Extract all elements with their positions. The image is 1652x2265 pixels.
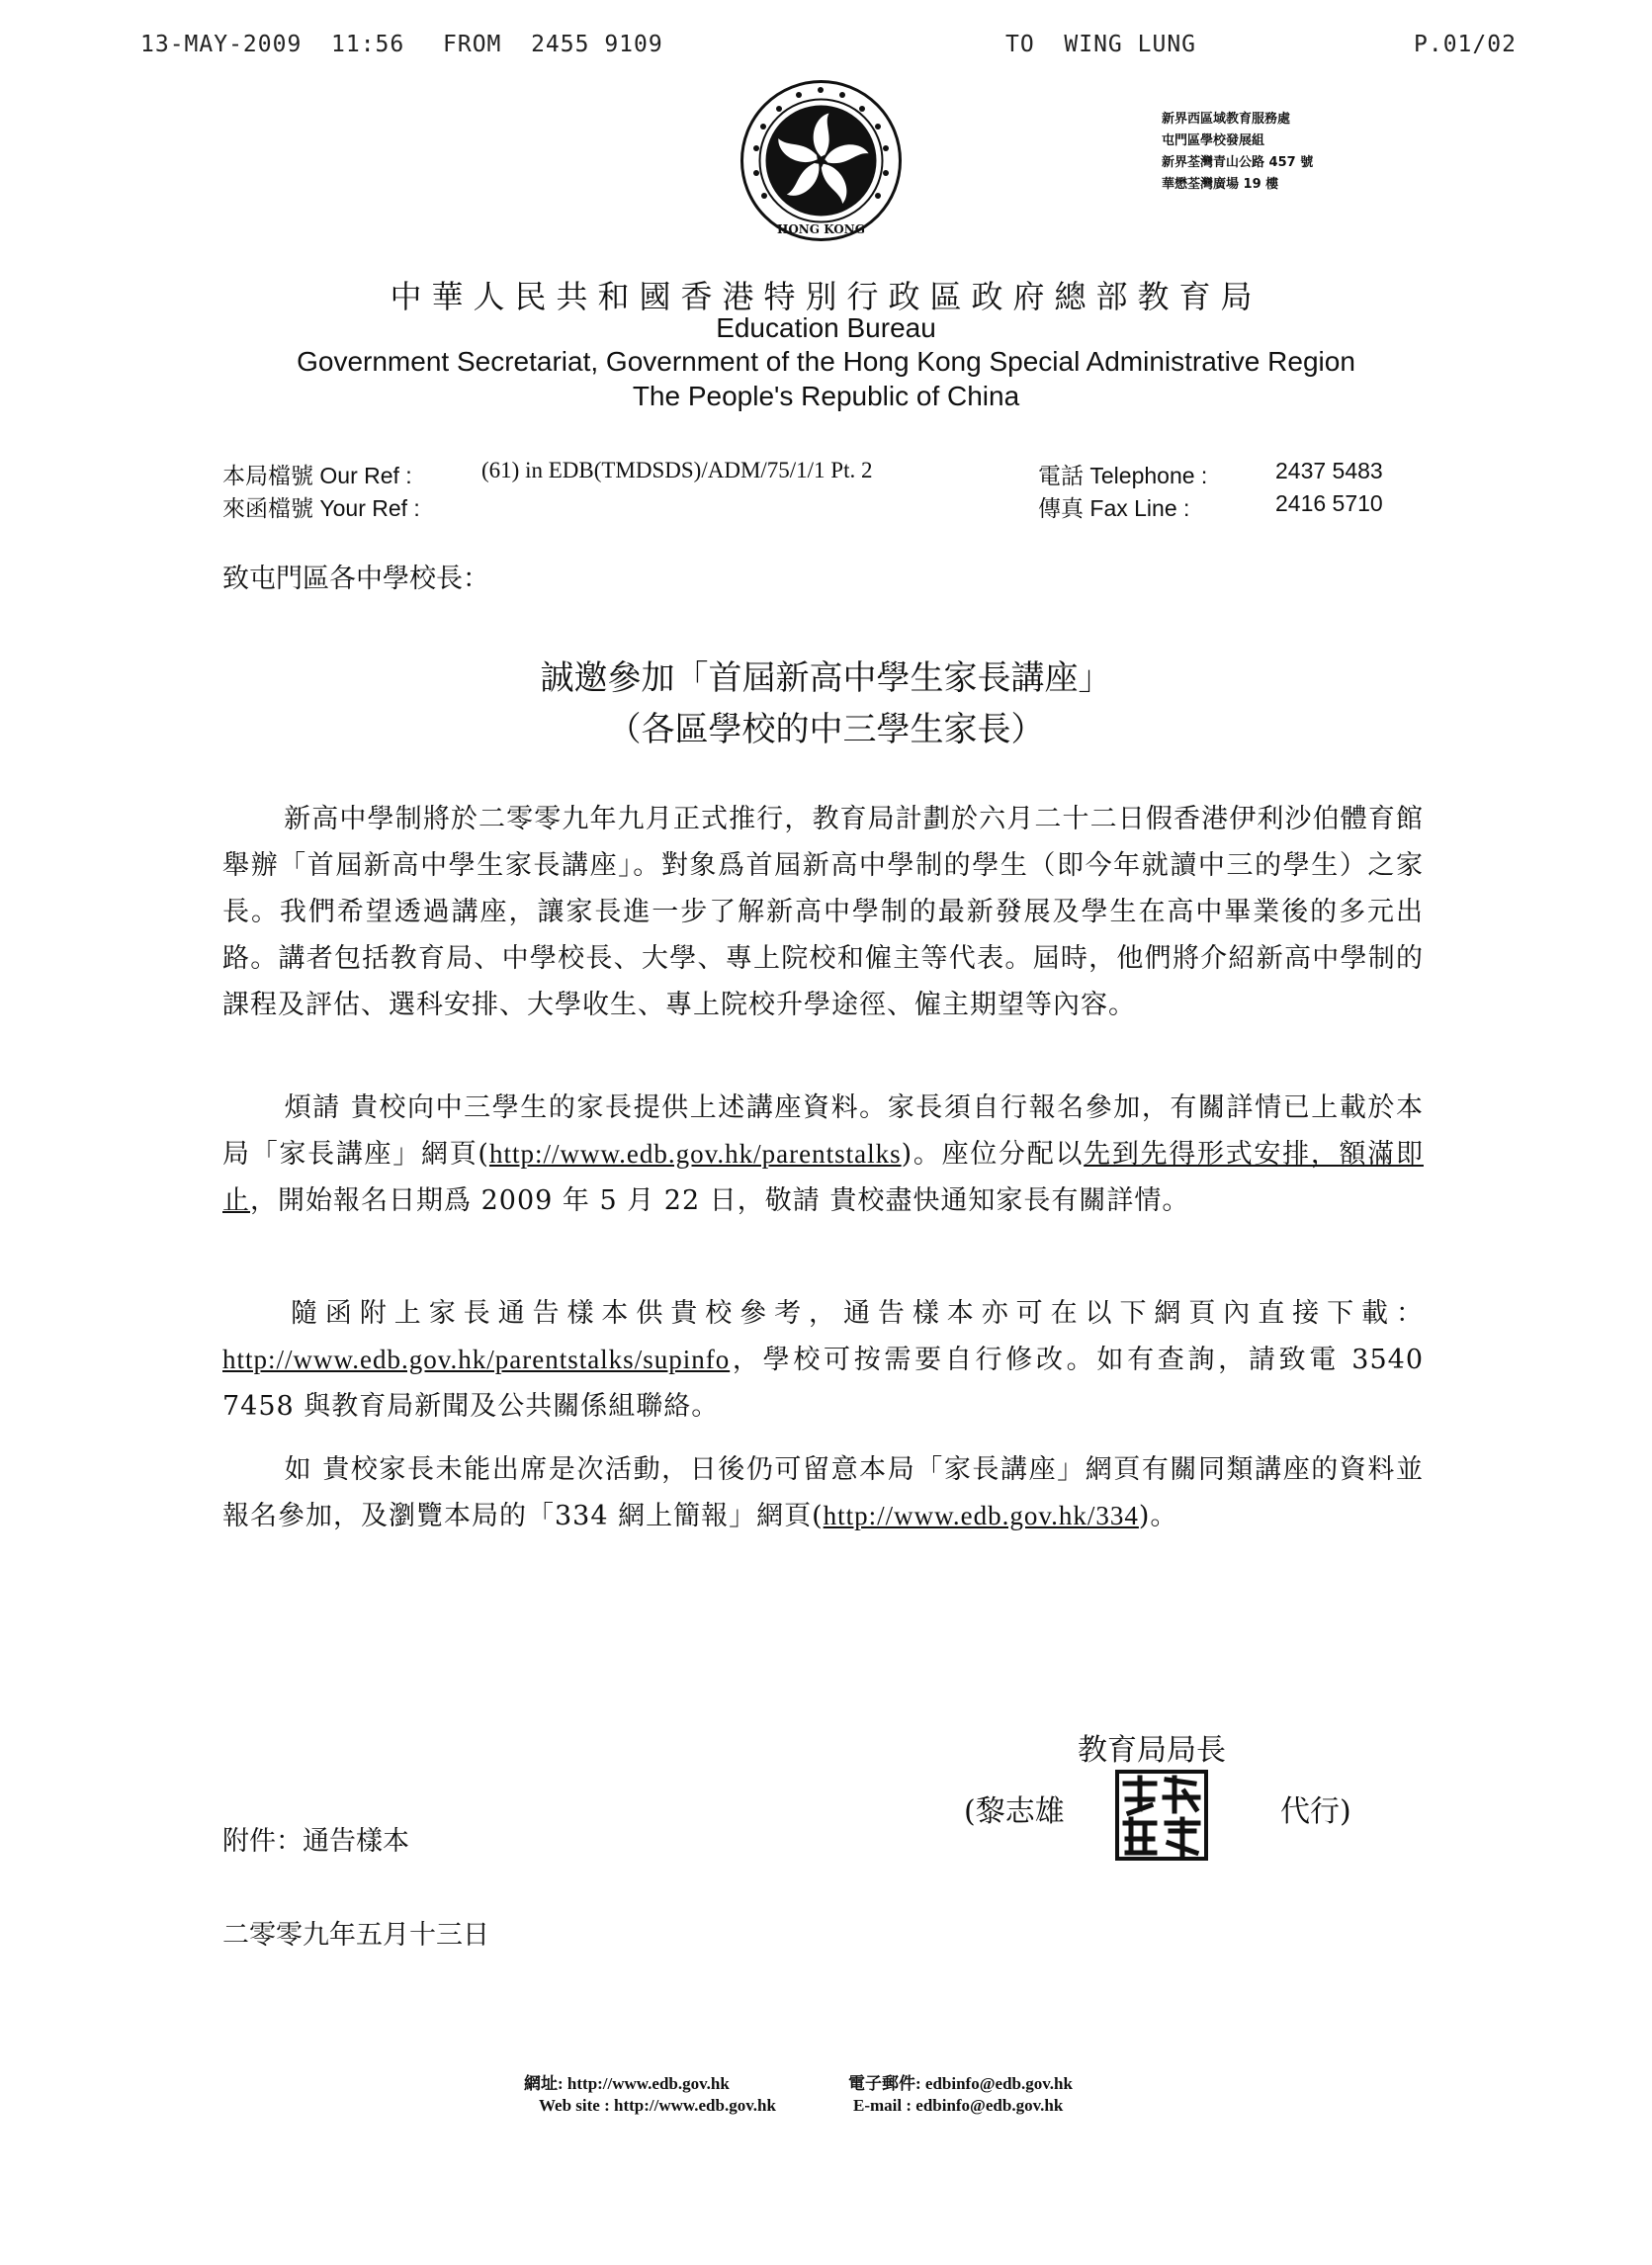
paragraph-1 (222, 796, 1424, 1028)
return-address-line: 新界荃灣青山公路 457 號 (1162, 155, 1314, 170)
footer-email-zh: 電子郵件: edbinfo@edb.gov.hk (848, 2074, 1073, 2093)
letter-title: 誠邀參加「首屆新高中學生家長講座」 (540, 658, 1112, 698)
footer-website-zh: 網址: http://www.edb.gov.hk (524, 2074, 730, 2093)
fax-to: TO WING LUNG (1005, 32, 1197, 57)
return-address-line: 屯門區學校發展組 (1162, 133, 1265, 148)
paragraph-2-underlined: 先到先得形式安排，額滿即止 (222, 1139, 1424, 1216)
letter-subtitle: （各區學校的中三學生家長） (607, 710, 1045, 749)
supinfo-link[interactable]: http://www.edb.gov.hk/parentstalks/supinfo (222, 1345, 731, 1374)
telephone-value: 2437 5483 (1275, 458, 1383, 483)
fax-value: 2416 5710 (1275, 490, 1383, 516)
signatory-name: (黎志雄 (964, 1794, 1065, 1829)
paragraph-2-text-c: ，開始報名日期爲 2009 年 5 月 22 日，敬請 貴校盡快通知家長有關詳情。 (250, 1185, 1190, 1216)
enclosure-note: 附件：通告樣本 (222, 1826, 409, 1857)
telephone-label-zh: 電話 (1038, 464, 1084, 489)
letterhead-chinese: 中華人民共和國香港特別行政區政府總部教育局 (390, 278, 1262, 315)
letter-date: 二零零九年五月十三日 (222, 1920, 489, 1951)
emblem-text: HONG KONG (777, 222, 865, 236)
paragraph-4-text-a: 如 貴校家長未能出席是次活動，日後仍可留意本局「家長講座」網頁有關同類講座的資料並報名參加，及瀏覽本局的「334 網上簡報」網頁( (222, 1454, 1424, 1531)
signatory-acting: 代行) (1280, 1794, 1351, 1829)
fax-datetime: 13-MAY-2009 11:56 (140, 32, 405, 57)
our-ref-label-en: Our Ref : (319, 463, 412, 488)
paragraph-3-text-b: ，學校可按需要自行修改。如有查詢，請致電 3540 7458 與教育局新聞及公共關係組聯絡。 (222, 1345, 1424, 1422)
bauhinia-emblem-icon (739, 79, 903, 242)
parentstalks-link[interactable]: http://www.edb.gov.hk/parentstalks (488, 1139, 902, 1169)
your-ref-label-zh: 來函檔號 (222, 496, 313, 522)
signatory-title: 教育局局長 (1078, 1733, 1226, 1768)
fax-label-en: Fax Line : (1089, 495, 1190, 521)
your-ref-row (222, 490, 420, 523)
briefing-334-link[interactable]: http://www.edb.gov.hk/334 (823, 1501, 1139, 1530)
telephone-label (1038, 458, 1207, 490)
paragraph-3-text-a: 隨函附上家長通告樣本供貴校參考，通告樣本亦可在以下網頁內直接下載： (284, 1298, 1424, 1329)
our-ref-value: (61) in EDB(TMDSDS)/ADM/75/1/1 Pt. 2 (481, 458, 873, 482)
return-address-line: 新界西區域教育服務處 (1162, 112, 1291, 127)
fax-from: FROM 2455 9109 (443, 32, 663, 57)
our-ref-label-zh: 本局檔號 (222, 464, 313, 489)
telephone-label-en: Telephone : (1089, 463, 1208, 488)
paragraph-4-text-b: )。 (1138, 1501, 1178, 1531)
paragraph-2-text-a: 煩請 貴校向中三學生的家長提供上述講座資料。家長須自行報名參加，有關詳情已上載於本局「家長講座」網頁( (222, 1092, 1424, 1170)
return-address (1162, 109, 1313, 196)
fax-label-zh: 傳真 (1038, 496, 1084, 522)
paragraph-4 (222, 1446, 1424, 1539)
your-ref-label-en: Your Ref : (319, 495, 420, 521)
fax-label (1038, 490, 1189, 523)
letterhead-bureau-name: Education Bureau (716, 312, 936, 343)
return-address-line: 華懋荃灣廣場 19 樓 (1162, 177, 1279, 192)
paragraph-1-text: 新高中學制將於二零零九年九月正式推行，教育局計劃於六月二十二日假香港伊利沙伯體育館舉辦「首屆新高中學生家長講座」。對象爲首屆新高中學制的學生（即今年就讀中三的學生）之家長。我們希望透過講座，讓家長進一步了解新高中學制的最新發展及學生在高中畢業後的多元出路。講者包括教育局、中學校長、大學、專上院校和僱主等代表。屆時，他們將介紹新高中學制的課程及評估、選科安排、大學收生、專上院校升學途徑、僱主期望等內容。 (222, 804, 1424, 1020)
paragraph-2-text-b: )。座位分配以 (901, 1139, 1085, 1170)
fax-page-number: P.01/02 (1414, 32, 1517, 57)
signature-seal-icon (1115, 1770, 1208, 1861)
paragraph-3 (222, 1290, 1424, 1430)
footer-email-en: E-mail : edbinfo@edb.gov.hk (853, 2096, 1064, 2115)
salutation: 致屯門區各中學校長： (222, 564, 489, 594)
footer-website-en: Web site : http://www.edb.gov.hk (539, 2096, 776, 2115)
letterhead-government: Government Secretariat, Government of the Hong Kong Special Administrative Region (297, 346, 1355, 377)
our-ref-row (222, 458, 412, 490)
paragraph-2 (222, 1085, 1424, 1224)
letterhead-country: The People's Republic of China (632, 381, 1020, 411)
